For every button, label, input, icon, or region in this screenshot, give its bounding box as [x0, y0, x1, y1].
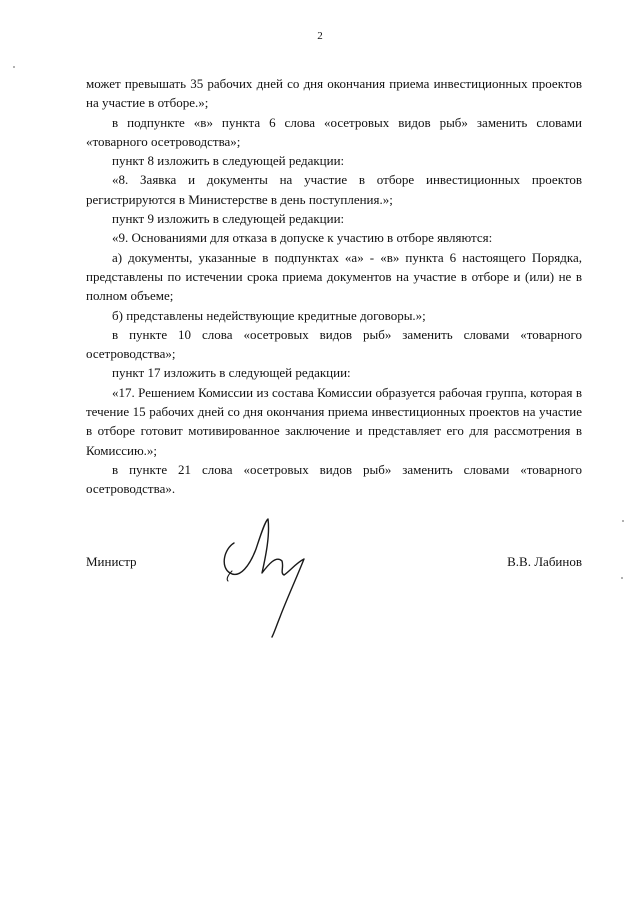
- paragraph: в подпункте «в» пункта 6 слова «осетровых видов рыб» заменить словами «товарного осетроводства»;: [86, 114, 582, 149]
- paragraph: пункт 8 изложить в следующей редакции:: [112, 153, 345, 169]
- scan-speck: [621, 577, 623, 579]
- paragraph: б) представлены недействующие кредитные договоры.»;: [112, 307, 426, 323]
- scan-speck: [13, 66, 15, 68]
- handwritten-signature: [210, 515, 320, 640]
- paragraph: а) документы, указанные в подпунктах «а» - «в» пункта 6 настоящего Порядка, представлены по истечении срока приема документов на участие в отборе и (или) не в полном объеме;: [86, 249, 582, 304]
- paragraph: пункт 9 изложить в следующей редакции:: [112, 211, 345, 227]
- signer-name: В.В. Лабинов: [507, 554, 582, 569]
- paragraph: в пункте 21 слова «осетровых видов рыб» заменить словами «товарного осетроводства».: [86, 461, 582, 497]
- scan-speck: [622, 520, 624, 522]
- paragraph: «9. Основаниями для отказа в допуске к участию в отборе являются:: [112, 230, 493, 246]
- page-number: 2: [317, 30, 323, 42]
- position-title: Министр: [86, 554, 137, 569]
- paragraph: пункт 17 изложить в следующей редакции:: [112, 365, 351, 381]
- paragraph: «8. Заявка и документы на участие в отборе инвестиционных проектов регистрируются в Министерстве в день поступления.»;: [86, 172, 582, 207]
- paragraph: может превышать 35 рабочих дней со дня окончания приема инвестиционных проектов на участие в отборе.»;: [86, 76, 582, 111]
- paragraph: в пункте 10 слова «осетровых видов рыб» заменить словами «товарного осетроводства»;: [86, 326, 582, 362]
- body-text: [86, 74, 582, 499]
- paragraph: «17. Решением Комиссии из состава Комиссии образуется рабочая группа, которая в течение 15 рабочих дней со дня окончания приема инвестиционных проектов на участие в отборе готовит мотивированное заключение и представляет его для рассмотрения в Комиссию.»;: [86, 384, 582, 458]
